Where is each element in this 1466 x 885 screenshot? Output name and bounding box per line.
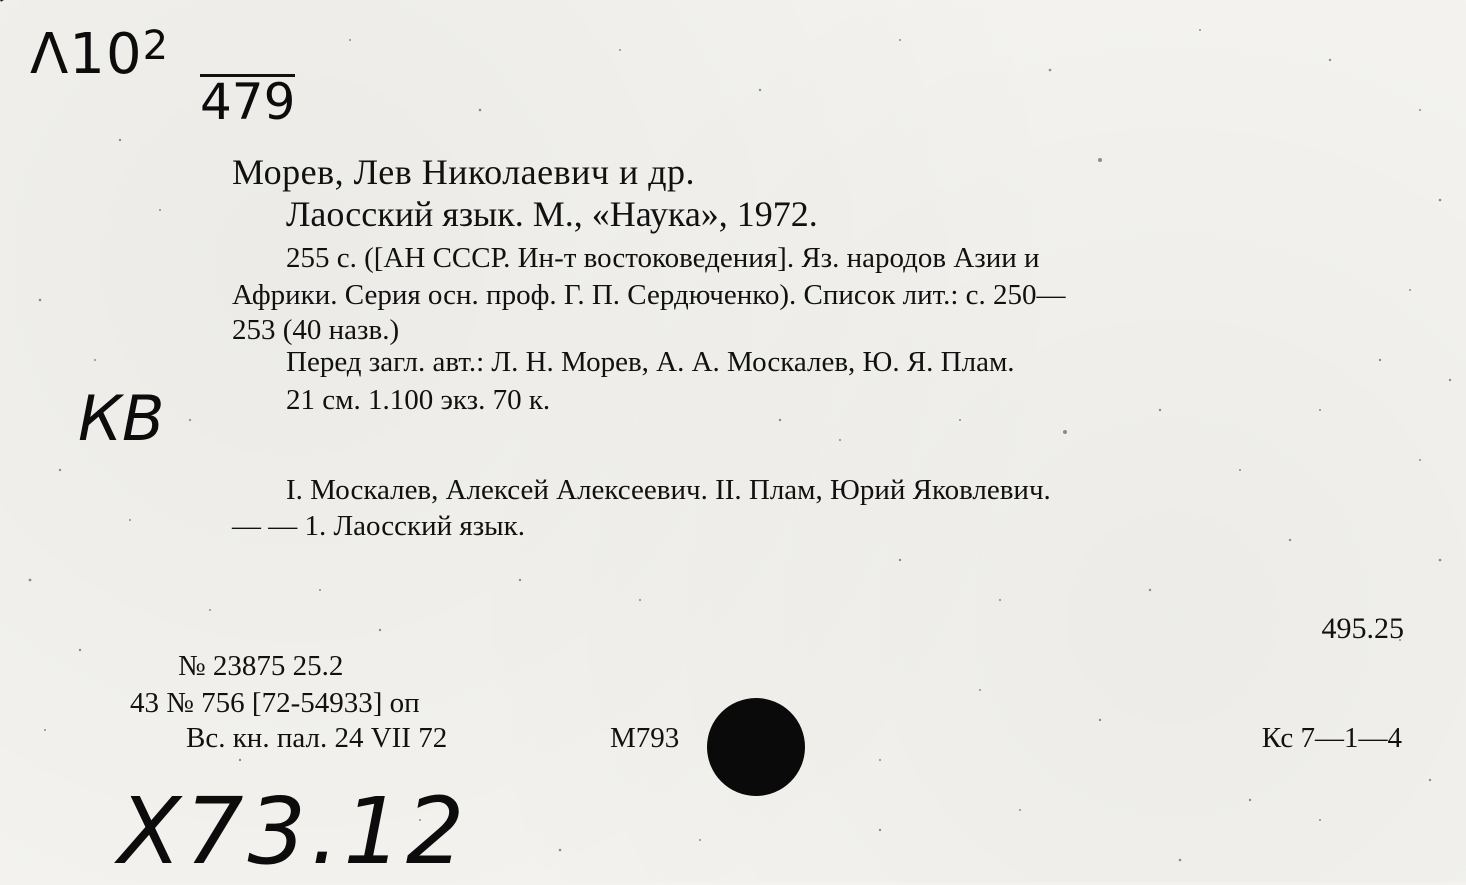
chamber-line: Вс. кн. пал. 24 VII 72 [186, 722, 448, 754]
tracings-line-2: — — 1. Лаосский язык. [232, 510, 526, 542]
card-set-code: Кс 7—1—4 [1261, 722, 1402, 754]
title-line: Лаосский язык. М., «Наука», 1972. [286, 194, 818, 234]
description-line-2: Африки. Серия осн. проф. Г. П. Сердюченко). Список лит.: с. 250— [232, 279, 1066, 311]
handwritten-bottom-mark: Х73.12 [118, 778, 469, 885]
physical-description: 21 см. 1.100 экз. 70 к. [286, 384, 551, 416]
accession-line: № 23875 25.2 [178, 650, 344, 682]
authors-note: Перед загл. авт.: Л. Н. Морев, А. А. Москалев, Ю. Я. Плам. [286, 346, 1015, 378]
classification-number: 495.25 [1321, 612, 1404, 645]
registry-line: 43 № 756 [72-54933] оп [130, 687, 420, 719]
description-line-1: 255 с. ([АН СССР. Ин-т востоковедения]. Яз. народов Азии и [286, 242, 1040, 274]
handwritten-kv-mark: КВ [78, 382, 165, 455]
author-code: М793 [610, 722, 680, 754]
shelf-mark-superscript: 2 [142, 23, 170, 69]
author-heading: Морев, Лев Николаевич и др. [232, 152, 696, 192]
handwritten-shelf-number: 479 [200, 73, 296, 131]
tracings-line-1: I. Москалев, Алексей Алексеевич. II. Плам, Юрий Яковлевич. [286, 474, 1051, 506]
shelf-mark-main: Λ10 [30, 22, 143, 87]
punch-hole [707, 698, 805, 796]
description-line-3: 253 (40 назв.) [232, 314, 400, 346]
handwritten-shelf-mark [30, 22, 169, 87]
